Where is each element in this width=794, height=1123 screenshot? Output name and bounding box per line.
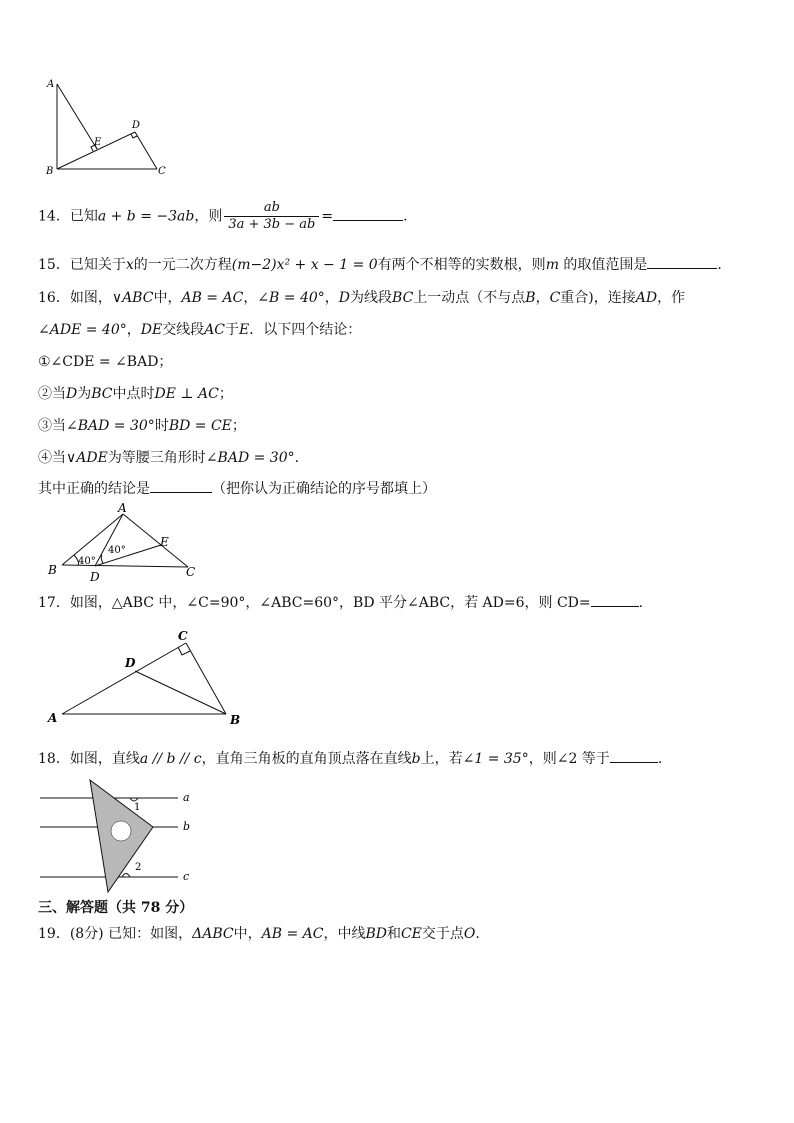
answer-blank-14[interactable] <box>333 206 403 221</box>
label-A: A <box>47 79 55 90</box>
fraction: $\frac{ab}{3a + 3b - ab}$ <box>224 200 319 233</box>
angle-label-D: 40° <box>108 545 126 556</box>
line-label-a: a <box>183 791 190 804</box>
question-16-line-2: ∠ADE = 40°，DE交线段AC于E．以下四个结论： <box>38 322 362 338</box>
label-B: B <box>48 563 57 577</box>
answer-blank-17[interactable] <box>591 592 639 607</box>
label-D: D <box>90 570 100 582</box>
label-C: C <box>178 629 188 643</box>
label-C: C <box>186 565 196 579</box>
ruler-hole <box>111 821 131 841</box>
label-A: A <box>48 711 58 725</box>
label-E: E <box>160 535 169 549</box>
statement-2: ②当D为BC中点时DE ⊥ AC； <box>38 386 233 402</box>
section-heading: 三、解答题（共 78 分） <box>38 900 194 916</box>
angle-2-label: 2 <box>135 862 142 873</box>
angle-1-label: 1 <box>134 802 141 813</box>
line-label-b: b <box>183 820 191 833</box>
statement-3: ③当∠BAD = 30°时BD = CE； <box>38 418 246 434</box>
label-A: A <box>118 501 127 515</box>
label-D: D <box>125 656 136 670</box>
statement-4: ④当∨ADE为等腰三角形时∠BAD = 30°． <box>38 450 309 466</box>
label-C: C <box>158 166 166 177</box>
question-17: 17．如图，△ABC 中，∠C=90°，∠ABC=60°，BD 平分∠ABC，若 AD=6，则 CD= . <box>38 592 643 613</box>
line-label-c: c <box>183 870 190 883</box>
statement-1: ①∠CDE = ∠BAD； <box>38 354 173 370</box>
answer-blank-18[interactable] <box>610 748 658 763</box>
question-15: 15．已知关于x的一元二次方程(m−2)x² + x − 1 = 0有两个不相等的实数根，则m 的取值范围是 . <box>38 254 722 275</box>
figure-q18 <box>38 776 208 896</box>
figure-q16 <box>38 500 218 582</box>
question-16-line-1: 16．如图，∨ABC中，AB = AC，∠B = 40°，D为线段BC上一动点（不与点B，C重合)，连接AD，作 <box>38 290 686 306</box>
label-B: B <box>46 166 54 177</box>
figure-q13 <box>38 72 178 180</box>
figure-q17 <box>38 626 248 730</box>
question-19: 19．(8分) 已知：如图，ΔABC中，AB = AC，中线BD和CE交于点O. <box>38 926 480 942</box>
label-E: E <box>94 137 102 148</box>
question-14: 14．已知a + b = −3ab，则 $\frac{ab}{3a + 3b - ab}$ = . <box>38 200 408 232</box>
label-D: D <box>132 120 141 131</box>
answer-blank-15[interactable] <box>647 254 717 269</box>
angle-label-B: 40° <box>78 556 96 567</box>
question-16-ask: 其中正确的结论是 （把你认为正确结论的序号都填上） <box>38 478 436 499</box>
label-B: B <box>230 713 241 727</box>
question-18: 18．如图，直线a // b // c，直角三角板的直角顶点落在直线b上，若∠1 = 35°，则∠2 等于 . <box>38 748 662 769</box>
answer-blank-16[interactable] <box>150 478 212 493</box>
